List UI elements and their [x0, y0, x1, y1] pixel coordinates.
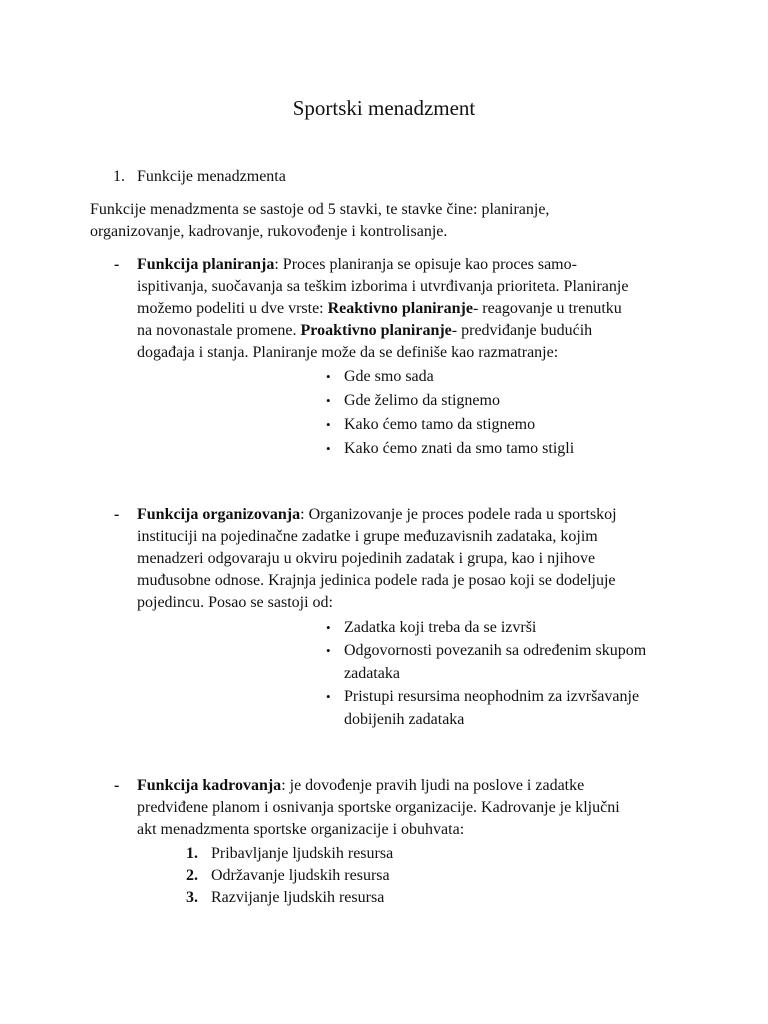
paragraph-line [137, 797, 620, 819]
list-item: Odgovornosti povezanih sa određenim skupom [344, 642, 647, 659]
paragraph-line [137, 342, 558, 364]
intro-line: organizovanje, kadrovanje, rukovođenje i kontrolisanje. [90, 223, 448, 240]
text: menadzeri odgovaraju u okviru pojedinih zadatak i grupa, kao i njihove [137, 550, 596, 567]
bullet-icon: • [326, 620, 331, 635]
paragraph-line [137, 775, 584, 797]
list-number: 2. [186, 867, 198, 884]
list-item: Kako ćemo tamo da stignemo [344, 416, 536, 433]
term-bold: Reaktivno planiranje [327, 300, 473, 317]
bullet-icon: • [326, 369, 331, 384]
list-number: 1. [186, 845, 198, 862]
paragraph-line [137, 320, 592, 342]
paragraph-line [137, 592, 333, 614]
list-item: Pribavljanje ljudskih resursa [211, 845, 394, 862]
list-item-continuation: zadataka [344, 665, 400, 682]
paragraph-line [137, 548, 595, 570]
list-item: Gde želimo da stignemo [344, 392, 500, 409]
text: : Proces planiranja se opisuje kao proces samo- [274, 256, 577, 273]
list-dash: - [114, 506, 120, 523]
list-item: Gde smo sada [344, 368, 434, 385]
section-number: 1. [113, 168, 125, 185]
list-dash: - [114, 256, 120, 273]
term-bold: Funkcija kadrovanja [137, 777, 282, 794]
list-number: 3. [186, 889, 198, 906]
text: predviđene planom i osnivanja sportske organizacije. Kadrovanje je ključni [137, 799, 620, 816]
term-bold: Funkcija organizovanja [137, 506, 301, 523]
text: - predviđanje budućih [451, 322, 593, 339]
bullet-icon: • [326, 393, 331, 408]
term-bold: Funkcija planiranja [137, 256, 275, 273]
intro-line: Funkcije menadzmenta se sastoje od 5 stavki, te stavke čine: planiranje, [90, 201, 550, 218]
text: akt menadzmenta sportske organizacije i obuhvata: [137, 821, 465, 838]
text: instituciji na pojedinačne zadatke i grupe međuzavisnih zadataka, kojim [137, 528, 598, 545]
list-item: Održavanje ljudskih resursa [211, 867, 390, 884]
bullet-icon: • [326, 441, 331, 456]
list-item: Pristupi resursima neophodnim za izvršavanje [344, 688, 640, 705]
paragraph-line [137, 298, 622, 320]
text: : Organizovanje je proces podele rada u sportskoj [300, 506, 617, 523]
bullet-icon: • [326, 689, 331, 704]
text: pojedincu. Posao se sastoji od: [137, 594, 333, 611]
paragraph-line [137, 526, 598, 548]
bullet-icon: • [326, 643, 331, 658]
text: : je dovođenje pravih ljudi na poslove i zadatke [281, 777, 585, 794]
section-heading: Funkcije menadzmenta [137, 168, 286, 185]
text: možemo podeliti u dve vrste: [137, 300, 328, 317]
text: muđusobne odnose. Krajnja jedinica podele rada je posao koji se dodeljuje [137, 572, 616, 589]
list-item: Kako ćemo znati da smo tamo stigli [344, 440, 575, 457]
document-title: Sportski menadzment [292, 96, 476, 120]
paragraph-line [137, 276, 628, 298]
list-item-continuation: dobijenih zadataka [344, 711, 465, 728]
list-dash: - [114, 777, 120, 794]
bullet-icon: • [326, 417, 331, 432]
text: na novonastale promene. [137, 322, 301, 339]
paragraph-line [137, 254, 577, 276]
paragraph-line [137, 570, 616, 592]
text: ispitivanja, suočavanja sa teškim izborima i utvrđivanja prioriteta. Planiranje [137, 278, 629, 295]
text: događaja i stanja. Planiranje može da se definiše kao razmatranje: [137, 344, 559, 361]
list-item: Zadatka koji treba da se izvrši [344, 619, 537, 636]
text: - reagovanje u trenutku [472, 300, 622, 317]
list-item: Razvijanje ljudskih resursa [211, 889, 385, 906]
term-bold: Proaktivno planiranje [300, 322, 452, 339]
paragraph-line [137, 819, 464, 841]
paragraph-line [137, 504, 617, 526]
